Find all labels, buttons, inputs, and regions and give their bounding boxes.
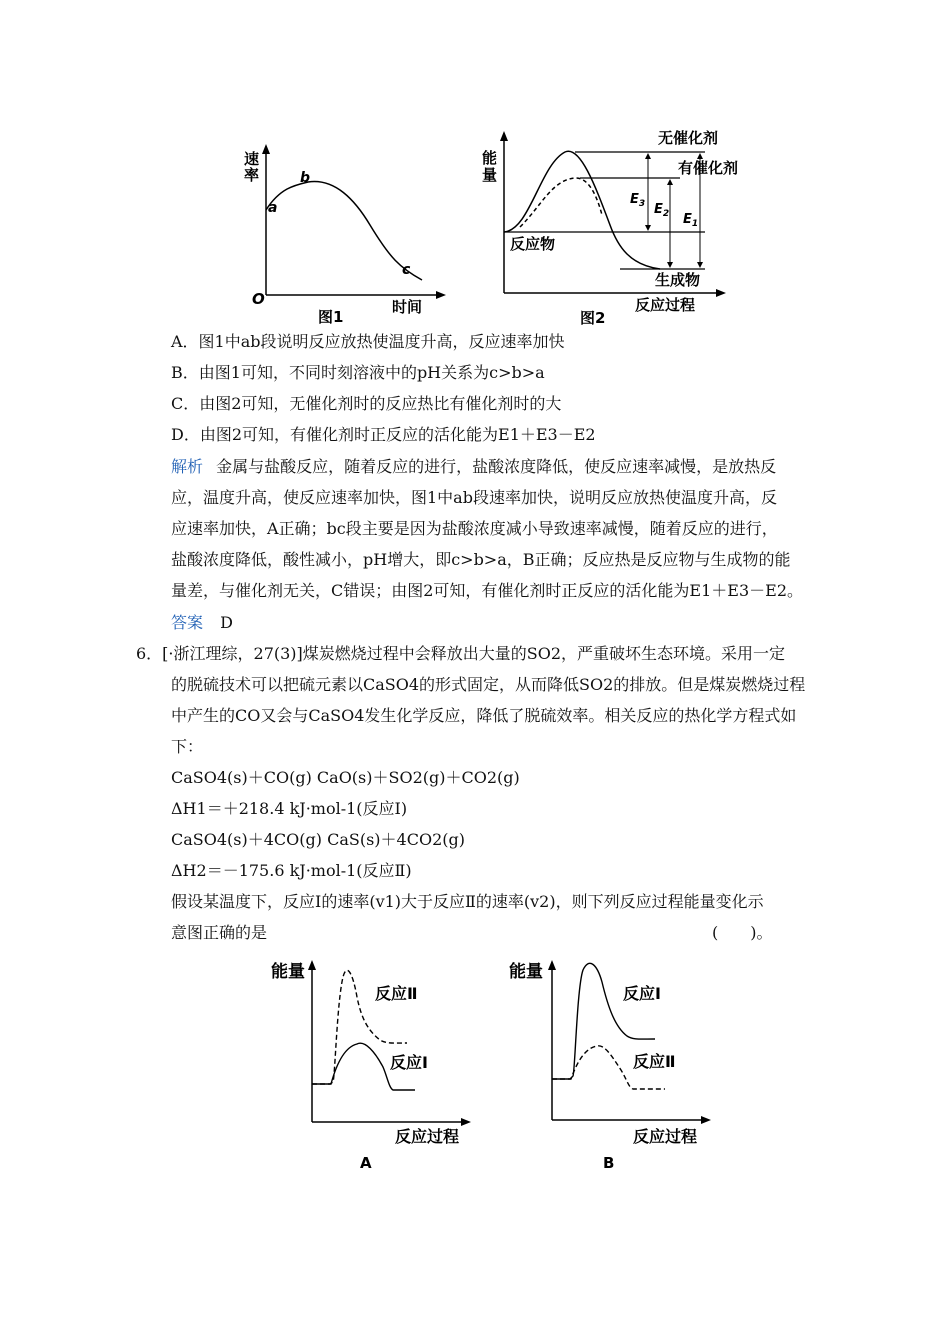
analysis-line-3: 应速率加快，A正确；bc段主要是因为盐酸浓度减小导致速率减慢，随着反应的进行，: [171, 519, 778, 538]
fig1-x-label: 时间: [392, 298, 423, 316]
fig1-origin: O: [252, 290, 265, 308]
figa-reaction-2-label: 反应Ⅱ: [375, 984, 418, 1003]
figb-y-arrow: [548, 960, 556, 970]
q6-line-6: 意图正确的是: [171, 923, 268, 942]
fig2-e2-arrow-up: [667, 179, 673, 185]
fig1-point-c: c: [402, 262, 411, 278]
figa-y-arrow: [308, 960, 316, 970]
analysis-line-5: 量差，与催化剂无关，C错误；由图2可知，有催化剂时正反应的活化能为E1＋E3－E2。: [171, 581, 804, 600]
fig2-reactants-label: 反应物: [510, 235, 556, 253]
fig1-ylabel-1: 速: [244, 150, 260, 168]
figb-reaction-1-label: 反应Ⅰ: [623, 984, 661, 1003]
q6-line-5: 假设某温度下，反应Ⅰ的速率(v1)大于反应Ⅱ的速率(v2)，则下列反应过程能量变化示: [171, 892, 764, 911]
fig2-e1-label: $E_1$: [683, 212, 699, 229]
fig1-x-arrow: [436, 291, 446, 299]
q6-line-3: 中产生的CO又会与CaSO4发生化学反应，降低了脱硫效率。相关反应的热化学方程式如: [171, 706, 797, 725]
figa-x-arrow: [461, 1118, 471, 1126]
option-d: D．由图2可知，有催化剂时正反应的活化能为E1＋E3－E2: [171, 425, 596, 444]
fig2-with-catalyst-label: 有催化剂: [678, 159, 739, 177]
fig2-ylabel-1: 能: [482, 149, 498, 167]
analysis-line-1: [171, 457, 776, 477]
answer-tag: 答案: [171, 613, 204, 632]
fig1-y-arrow: [262, 144, 270, 154]
figb-x-label: 反应过程: [633, 1127, 698, 1146]
fig2-e1-arrow-down: [697, 262, 703, 268]
fig1-caption: 图1: [318, 308, 344, 325]
analysis-tag: 解析: [171, 457, 204, 476]
figa-y-label: 能量: [271, 962, 305, 982]
figure-2: [480, 125, 750, 330]
fig2-y-arrow: [500, 131, 508, 141]
answer-value: D: [220, 613, 233, 632]
option-a: A．图1中ab段说明反应放热使温度升高，反应速率加快: [171, 332, 565, 351]
q6-equation-2: CaSO4(s)＋4CO(g) CaS(s)＋4CO2(g): [171, 830, 465, 849]
q6-line-4: 下：: [171, 737, 204, 756]
analysis-text-1: 金属与盐酸反应，随着反应的进行，盐酸浓度降低，使反应速率减慢，是放热反: [216, 457, 777, 476]
figa-reaction-1-label: 反应Ⅰ: [390, 1053, 428, 1072]
analysis-line-4: 盐酸浓度降低，酸性减小，pH增大，即c>b>a，B正确；反应热是反应物与生成物的能: [171, 550, 791, 569]
figb-x-arrow: [701, 1116, 711, 1124]
figure-b: [505, 952, 715, 1177]
fig2-e3-label: $E_3$: [630, 192, 646, 209]
q6-delta-h1: ΔH1＝＋218.4 kJ·mol-1(反应Ⅰ): [171, 799, 408, 818]
q6-delta-h2: ΔH2＝－175.6 kJ·mol-1(反应Ⅱ): [171, 861, 412, 880]
option-c: C．由图2可知，无催化剂时的反应热比有催化剂时的大: [171, 394, 562, 413]
fig2-caption: 图2: [580, 309, 606, 327]
fig1-point-b: b: [300, 170, 311, 186]
fig2-x-label: 反应过程: [635, 296, 696, 314]
fig2-no-catalyst-label: 无催化剂: [658, 129, 719, 147]
fig2-e3-arrow-up: [645, 153, 651, 159]
answer-line: [171, 613, 233, 633]
figa-x-label: 反应过程: [395, 1127, 460, 1146]
q6-equation-1: CaSO4(s)＋CO(g) CaO(s)＋SO2(g)＋CO2(g): [171, 768, 520, 787]
figb-caption: B: [603, 1154, 615, 1172]
fig2-e3-arrow-down: [645, 225, 651, 231]
figure-a: [265, 952, 475, 1177]
q6-answer-blank: ( )。: [712, 923, 773, 942]
option-b: B．由图1可知，不同时刻溶液中的pH关系为c>b>a: [171, 363, 545, 382]
fig1-ylabel-2: 率: [244, 166, 260, 184]
figure-1: [240, 140, 450, 325]
fig1-point-a: a: [268, 200, 278, 216]
figb-reaction-2-label: 反应Ⅱ: [633, 1052, 676, 1071]
figb-y-label: 能量: [509, 962, 543, 982]
q6-line-2: 的脱硫技术可以把硫元素以CaSO4的形式固定，从而降低SO2的排放。但是煤炭燃烧过程: [171, 675, 806, 694]
fig2-x-arrow: [716, 289, 726, 297]
figa-caption: A: [360, 1154, 372, 1172]
fig2-products-label: 生成物: [655, 271, 701, 289]
q6-line-1: 6．[·浙江理综，27(3)]煤炭燃烧过程中会释放出大量的SO2，严重破坏生态环境。采用一定: [136, 644, 786, 663]
analysis-line-2: 应，温度升高，使反应速率加快，图1中ab段速率加快，说明反应放热使温度升高，反: [171, 488, 777, 507]
fig2-ylabel-2: 量: [482, 166, 498, 184]
fig1-rate-curve: [266, 182, 422, 280]
fig2-e2-label: $E_2$: [654, 202, 670, 219]
fig2-e2-arrow-down: [667, 262, 673, 268]
